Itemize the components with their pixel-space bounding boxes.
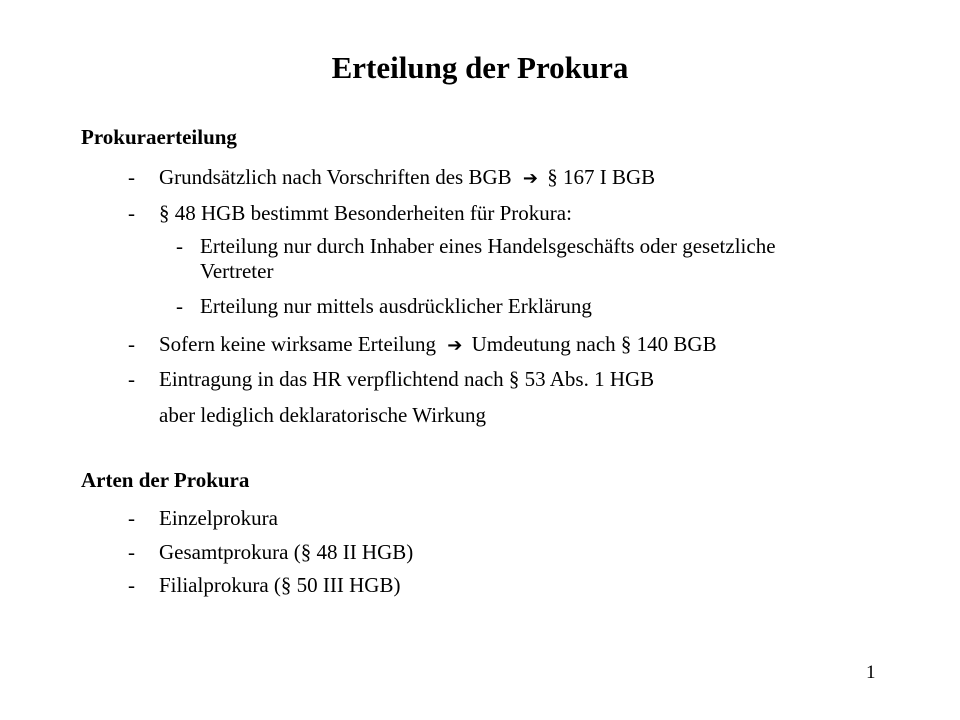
bullet-dash: - xyxy=(128,201,135,225)
arrow-right-icon: ➔ xyxy=(447,335,463,356)
list-item-text: Erteilung nur mittels ausdrücklicher Erklärung xyxy=(200,294,592,318)
list-item-text: Einzelprokura xyxy=(159,506,278,530)
list-item-text: Grundsätzlich nach Vorschriften des BGB xyxy=(159,165,512,189)
list-item-text: Filialprokura (§ 50 III HGB) xyxy=(159,573,401,597)
list-item-text: Eintragung in das HR verpflichtend nach § 53 Abs. 1 HGB xyxy=(159,367,655,391)
list-item-text-2: Umdeutung nach § 140 BGB xyxy=(471,332,717,356)
list-item-text: Sofern keine wirksame Erteilung xyxy=(159,332,436,356)
bullet-dash: - xyxy=(128,506,135,530)
list-item-text: § 48 HGB bestimmt Besonderheiten für Prokura: xyxy=(159,201,572,225)
page-title: Erteilung der Prokura xyxy=(331,50,629,85)
list-item-continuation: aber lediglich deklaratorische Wirkung xyxy=(159,403,487,427)
list-item-continuation: Vertreter xyxy=(200,259,274,283)
list-item-text-2: § 167 I BGB xyxy=(547,165,656,189)
bullet-dash: - xyxy=(128,573,135,597)
bullet-dash: - xyxy=(176,234,183,258)
bullet-dash: - xyxy=(128,165,135,189)
page-number: 1 xyxy=(866,662,876,683)
bullet-dash: - xyxy=(176,294,183,318)
bullet-dash: - xyxy=(128,367,135,391)
list-item-text: Gesamtprokura (§ 48 II HGB) xyxy=(159,540,414,564)
arrow-right-icon: ➔ xyxy=(522,168,538,189)
section-heading-prokuraerteilung: Prokuraerteilung xyxy=(81,125,237,149)
section-heading-arten: Arten der Prokura xyxy=(81,468,250,492)
list-item-text: Erteilung nur durch Inhaber eines Handelsgeschäfts oder gesetzliche xyxy=(200,234,776,258)
bullet-dash: - xyxy=(128,540,135,564)
bullet-dash: - xyxy=(128,332,135,356)
